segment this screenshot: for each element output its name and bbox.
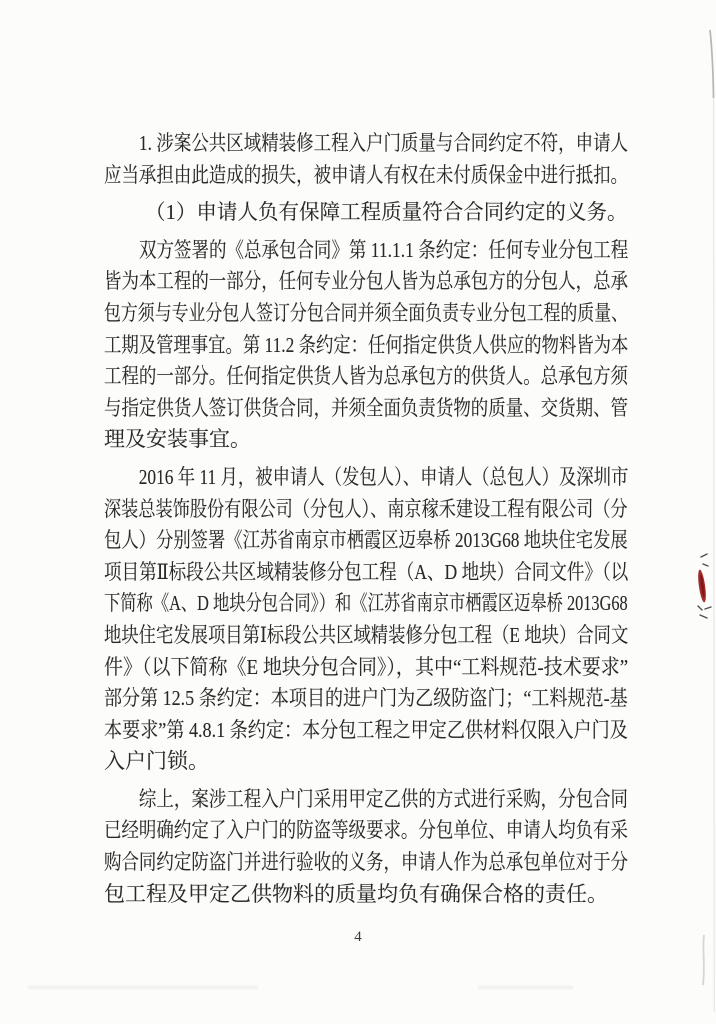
text-line: 与指定供货人签订供货合同，并须全面负责货物的质量、交货期、管 <box>104 395 628 420</box>
text-line: 包工程及甲定乙供物料的质量均负有确保合格的责任。 <box>104 881 608 906</box>
paragraph <box>104 462 628 778</box>
text-line: 件》（以下简称《E 地块分包合同》），其中“工料规范-技术要求” <box>104 654 629 679</box>
text-line: 本要求”第 4.8.1 条约定：本分包工程之甲定乙供材料仅限入户门及 <box>104 717 628 742</box>
text-line: 2016 年 11 月，被申请人（发包人）、申请人（总包人）及深圳市 <box>138 464 629 489</box>
text-line: 包方须与专业分包人签订分包合同并须全面负责专业分包工程的质量、 <box>104 300 628 325</box>
paragraph <box>104 197 628 229</box>
paragraph <box>104 235 628 456</box>
text-line: 包人）分别签署《江苏省南京市栖霞区迈皋桥 2013G68 地块住宅发展 <box>104 528 628 553</box>
text-line: 购合同约定防盗门并进行验收的义务，申请人作为总承包单位对于分 <box>104 850 628 875</box>
text-line: 入户门锁。 <box>104 749 209 774</box>
text-line: 项目第Ⅱ标段公共区域精装修分包工程（A、D 地块）合同文件》（以 <box>104 559 629 584</box>
text-line: 部分第 12.5 条约定：本项目的进户门为乙级防盗门；“工料规范-基 <box>104 686 628 711</box>
scan-smudge <box>478 986 573 989</box>
text-line: 地块住宅发展项目第Ⅰ标段公共区域精装修分包工程（E 地块）合同文 <box>104 622 629 647</box>
handwriting-stroke-fragments <box>698 554 711 618</box>
red-seal-edge-fragment <box>697 569 708 603</box>
page-edge-artifacts <box>692 0 716 1024</box>
text-line: 工程的一部分。任何指定供货人皆为总承包方的供货人。总承包方须 <box>104 364 628 389</box>
page-number: 4 <box>354 929 362 945</box>
page-edge-shadow <box>703 30 714 1012</box>
text-line: 工期及管理事宜。第 11.2 条约定：任何指定供货人供应的物料皆为本 <box>104 332 629 357</box>
text-line: 皆为本工程的一部分，任何专业分包人皆为总承包方的分包人，总承 <box>104 269 628 294</box>
scan-smudge <box>28 986 258 989</box>
document-body <box>104 128 628 910</box>
text-line: 下简称《A、D 地块分包合同》）和《江苏省南京市栖霞区迈皋桥 2013G68 <box>104 591 628 616</box>
text-line: 综上，案涉工程入户门采用甲定乙供的方式进行采购，分包合同 <box>138 786 628 811</box>
text-line: 理及安装事宜。 <box>104 427 251 452</box>
text-line: 应当承担由此造成的损失，被申请人有权在未付质保金中进行抵扣。 <box>104 162 628 187</box>
paragraph <box>104 128 628 191</box>
text-line: 深装总装饰股份有限公司（分包人）、南京稼禾建设工程有限公司（分 <box>104 496 628 521</box>
paragraph <box>104 784 628 910</box>
text-line: 双方签署的《总承包合同》第 11.1.1 条约定：任何专业分包工程 <box>138 237 629 262</box>
text-line: 1. 涉案公共区域精装修工程入户门质量与合同约定不符，申请人 <box>138 131 628 155</box>
text-line: 已经明确约定了入户门的防盗等级要求。分包单位、申请人均负有采 <box>104 818 628 843</box>
text-line: （1）申请人负有保障工程质量符合合同约定的义务。 <box>145 200 628 225</box>
